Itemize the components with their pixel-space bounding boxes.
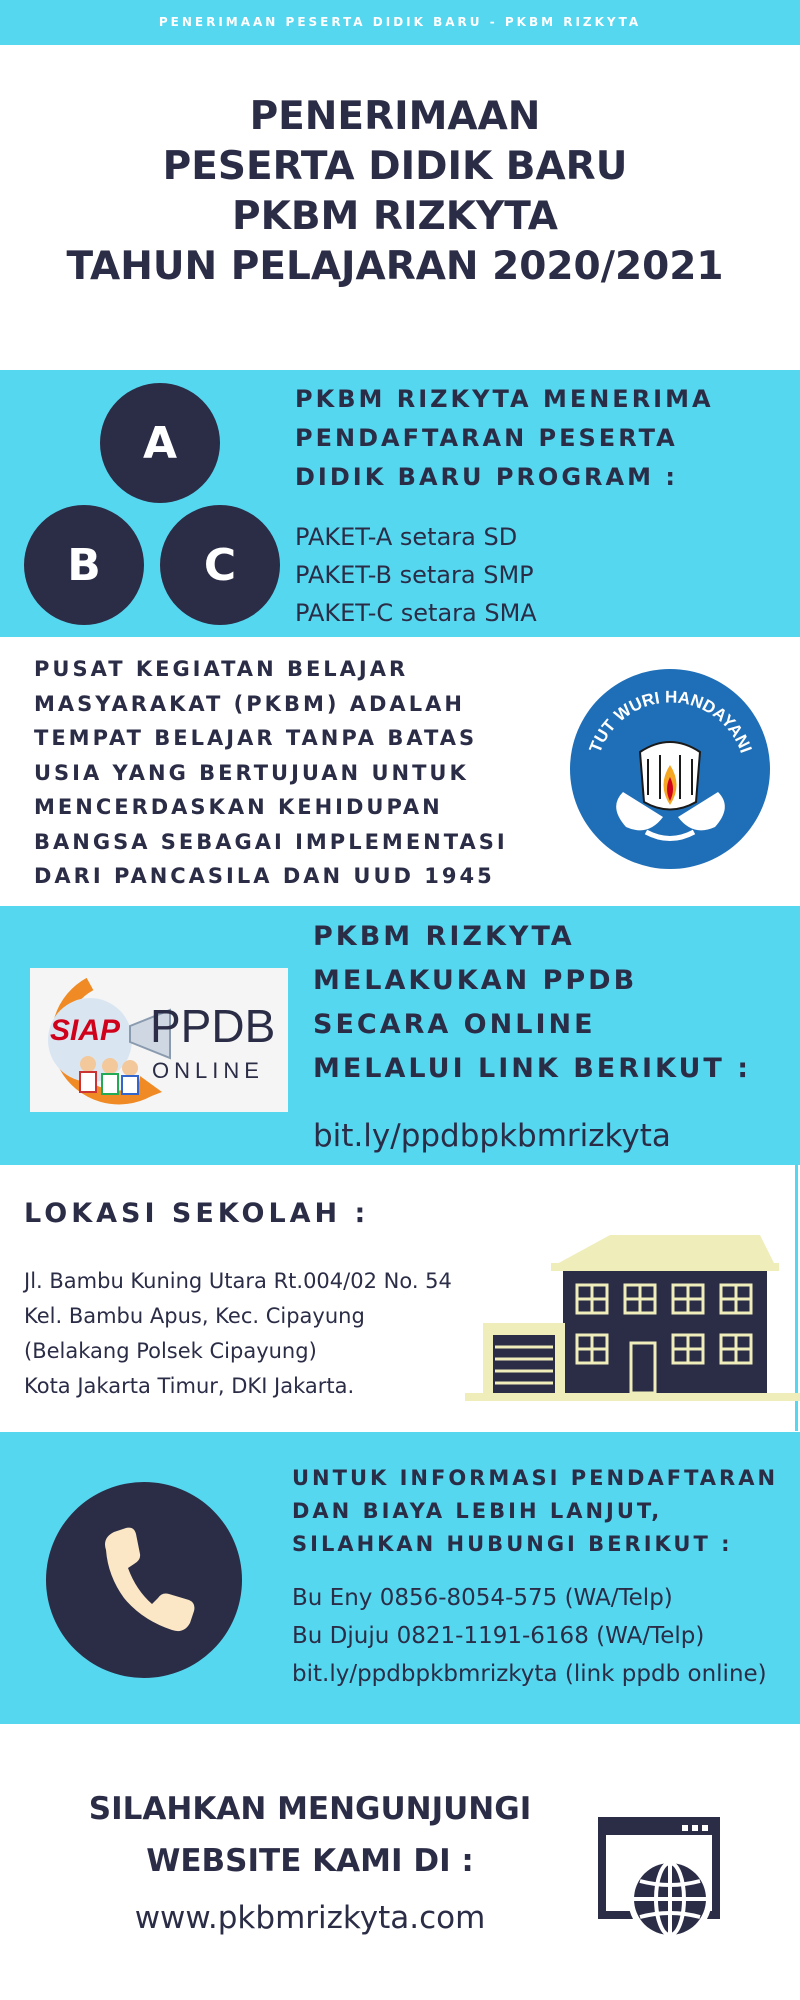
web-globe-icon [598,1817,726,1945]
circle-b: B [24,505,144,625]
ppdb-online-logo [30,968,288,1112]
contact-list [292,1579,767,1693]
contact-heading [292,1462,778,1561]
ppdb-text: PPDB [150,1000,276,1052]
programs-heading [295,380,785,497]
address-line: Jl. Bambu Kuning Utara Rt.004/02 No. 54 [24,1269,452,1293]
heading-line: DIDIK BARU PROGRAM : [295,463,678,491]
program-item: PAKET-B setara SMP [295,561,534,589]
circle-a: A [100,383,220,503]
about-line: PUSAT KEGIATAN BELAJAR [34,657,409,681]
logo-arc-text: TUT WURI HANDAYANI [585,687,756,756]
building-icon [465,1235,800,1405]
location-address [24,1264,452,1404]
phone-icon [44,1480,244,1680]
circle-c: C [160,505,280,625]
title-line: TAHUN PELAJARAN 2020/2021 [66,244,724,289]
about-line: MASYARAKAT (PKBM) ADALAH [34,691,465,716]
ppdb-link[interactable]: bit.ly/ppdbpkbmrizkyta [313,1118,671,1154]
location-heading: LOKASI SEKOLAH : [24,1198,370,1229]
address-line: Kota Jakarta Timur, DKI Jakarta. [24,1374,355,1398]
heading-line: DAN BIAYA LEBIH LANJUT, [292,1499,663,1523]
about-line: BANGSA SEBAGAI IMPLEMENTASI [34,829,508,854]
about-line: MENCERDASKAN KEHIDUPAN [34,795,443,819]
top-banner [0,0,800,45]
about-line: DARI PANCASILA DAN UUD 1945 [34,864,495,888]
heading-line: SECARA ONLINE [313,1009,596,1040]
heading-line: PKBM RIZKYTA [313,921,575,952]
contact-item[interactable]: bit.ly/ppdbpkbmrizkyta (link ppdb online) [292,1661,767,1687]
heading-line: MELAKUKAN PPDB [313,965,638,996]
online-text: ONLINE [152,1058,264,1083]
title-line: PKBM RIZKYTA [232,194,558,239]
closing-heading [55,1783,565,1887]
program-item: PAKET-A setara SD [295,523,518,551]
online-heading [313,915,751,1091]
address-line: (Belakang Polsek Cipayung) [24,1339,317,1363]
closing-line: SILAHKAN MENGUNJUNGI [88,1791,532,1827]
contact-item[interactable]: Bu Eny 0856-8054-575 (WA/Telp) [292,1585,673,1611]
heading-line: UNTUK INFORMASI PENDAFTARAN [292,1466,779,1490]
tut-wuri-handayani-logo [568,667,773,872]
contact-item[interactable]: Bu Djuju 0821-1191-6168 (WA/Telp) [292,1623,705,1649]
programs-list [295,518,537,632]
heading-line: MELALUI LINK BERIKUT : [313,1053,752,1084]
page-title [0,92,790,292]
siap-text: SIAP [50,1014,121,1047]
heading-line: SILAHKAN HUBUNGI BERIKUT : [292,1532,733,1556]
address-line: Kel. Bambu Apus, Kec. Cipayung [24,1304,365,1328]
website-link[interactable]: www.pkbmrizkyta.com [134,1900,486,1936]
top-banner-text: PENERIMAAN PESERTA DIDIK BARU - PKBM RIZKYTA [158,15,642,29]
about-text [34,652,554,894]
program-item: PAKET-C setara SMA [295,599,537,627]
heading-line: PENDAFTARAN PESERTA [295,424,678,452]
title-line: PENERIMAAN [249,94,541,139]
heading-line: PKBM RIZKYTA MENERIMA [295,385,714,413]
about-line: TEMPAT BELAJAR TANPA BATAS [34,726,478,750]
closing-line: WEBSITE KAMI DI : [146,1843,474,1879]
about-line: USIA YANG BERTUJUAN UNTUK [34,760,469,785]
title-line: PESERTA DIDIK BARU [162,144,628,189]
